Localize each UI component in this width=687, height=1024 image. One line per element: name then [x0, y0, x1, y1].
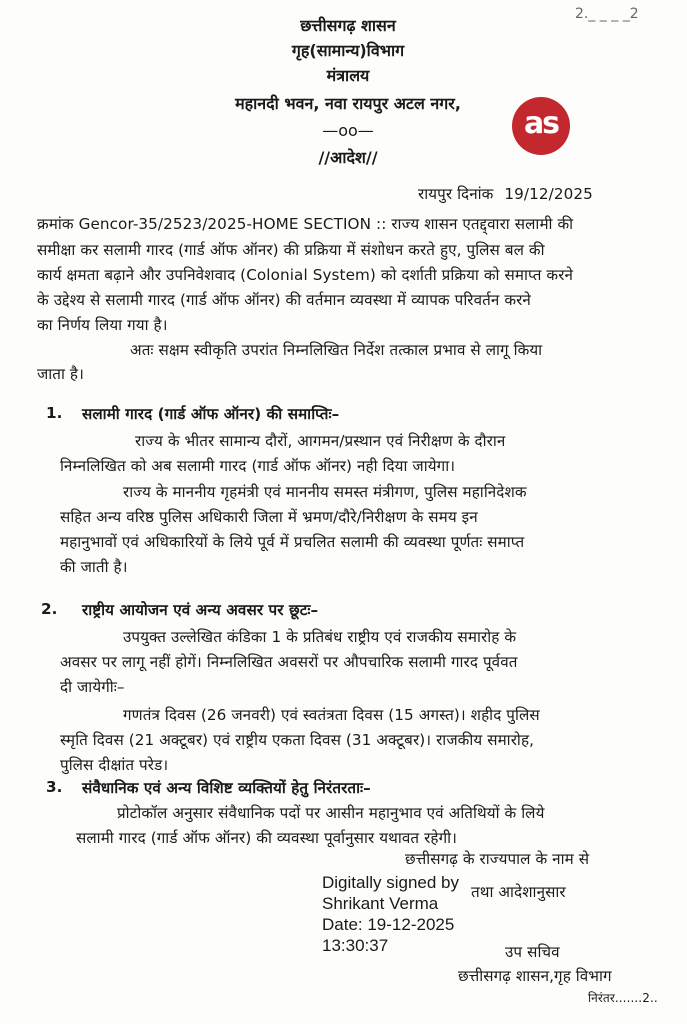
designation: उप सचिव: [505, 943, 560, 961]
address-line: महानदी भवन, नवा रायपुर अटल नगर,: [235, 94, 461, 113]
order-title: //आदेश//: [318, 148, 378, 167]
separator: —oo—: [322, 121, 374, 140]
section-line: राज्य के भीतर सामान्य दौरों, आगमन/प्रस्थान एवं निरीक्षण के दौरान: [135, 432, 506, 450]
intro-line: जाता है।: [37, 365, 84, 383]
section-heading: राष्ट्रीय आयोजन एवं अन्य अवसर पर छूटः–: [82, 601, 319, 619]
department-title: गृह(सामान्य)विभाग: [291, 41, 405, 60]
section-line: अवसर पर लागू नहीं होगें। निम्नलिखित अवसरों पर औपचारिक सलामी गारद पूर्ववत: [60, 653, 518, 671]
as-logo: as: [512, 97, 570, 155]
digital-signature: [322, 872, 459, 956]
section-line: निम्नलिखित को अब सलामी गारद (गार्ड ऑफ ऑनर) नही दिया जायेगा।: [60, 457, 456, 475]
signer-name: Shrikant Verma: [322, 894, 439, 913]
section-line: गणतंत्र दिवस (26 जनवरी) एवं स्वतंत्रता दिवस (15 अगस्त)। शहीद पुलिस: [123, 706, 540, 724]
handwritten-mark: 2.‌‌_ _ _ _2: [575, 6, 639, 22]
intro-line: का निर्णय लिया गया है।: [37, 316, 168, 334]
government-title: छत्तीसगढ़ शासन: [300, 16, 396, 35]
intro-line: क्रमांक Gencor-35/2523/2025-HOME SECTION :: राज्य शासन एतद्द्वारा सलामी की: [37, 215, 574, 233]
order-date: 19/12/2025: [504, 185, 593, 203]
section-line: पुलिस दीक्षांत परेड।: [60, 756, 169, 774]
section-heading: सलामी गारद (गार्ड ऑफ ऑनर) की समाप्तिः–: [82, 405, 340, 423]
section-number: 3.: [46, 778, 63, 796]
intro-line: अतः सक्षम स्वीकृति उपरांत निम्नलिखित निर्देश तत्काल प्रभाव से लागू किया: [130, 341, 543, 359]
intro-line: समीक्षा कर सलामी गारद (गार्ड ऑफ ऑनर) की प्रक्रिया में संशोधन करते हुए, पुलिस बल की: [37, 241, 545, 259]
section-line: की जाती है।: [60, 558, 128, 576]
section-number: 1.: [46, 404, 63, 422]
section-line: उपयुक्त उल्लेखित कंडिका 1 के प्रतिबंध राष्ट्रीय एवं राजकीय समारोह के: [123, 628, 517, 646]
intro-line: कार्य क्षमता बढ़ाने और उपनिवेशवाद (Colonial System) को दर्शाती प्रक्रिया को समाप्त करने: [37, 266, 574, 284]
continued-marker: निरंतर.......2..: [588, 991, 658, 1005]
section-number: 2.: [41, 600, 58, 618]
section-line: प्रोटोकॉल अनुसार संवैधानिक पदों पर आसीन महानुभाव एवं अतिथियों के लिये: [117, 804, 545, 822]
section-line: स्मृति दिवस (21 अक्टूबर) एवं राष्ट्रीय एकता दिवस (31 अक्टूबर)। राजकीय समारोह,: [60, 731, 535, 749]
section-line: सहित अन्य वरिष्ठ पुलिस अधिकारी जिला में भ्रमण/दौरे/निरीक्षण के समय इन: [60, 508, 478, 526]
date-line: [418, 184, 593, 204]
section-line: महानुभावों एवं अधिकारियों के लिये पूर्व में प्रचलित सलामी की व्यवस्था पूर्णतः समाप्त: [60, 533, 525, 551]
by-order: तथा आदेशानुसार: [471, 883, 566, 901]
section-line: राज्य के माननीय गृहमंत्री एवं माननीय समस्त मंत्रीगण, पुलिस महानिदेशक: [123, 483, 527, 501]
office-line: छत्तीसगढ़ शासन,गृह विभाग: [458, 967, 612, 985]
signature-time: 13:30:37: [322, 936, 389, 955]
section-line: सलामी गारद (गार्ड ऑफ ऑनर) की व्यवस्था पूर्वानुसार यथावत रहेगी।: [76, 829, 458, 847]
governor-line: छत्तीसगढ़ के राज्यपाल के नाम से: [405, 850, 590, 868]
intro-line: के उद्देश्य से सलामी गारद (गार्ड ऑफ ऑनर) की वर्तमान व्यवस्था में व्यापक परिवर्तन करने: [37, 291, 531, 309]
section-heading: संवैधानिक एवं अन्य विशिष्ट व्यक्तियों हेतु निरंतरताः–: [82, 779, 371, 797]
ministry-title: मंत्रालय: [326, 66, 370, 85]
date-prefix: रायपुर दिनांक: [418, 185, 494, 203]
signature-date: Date: 19-12-2025: [322, 915, 455, 934]
signature-line: Digitally signed by: [322, 873, 460, 892]
section-line: दी जायेगीः–: [60, 678, 125, 696]
